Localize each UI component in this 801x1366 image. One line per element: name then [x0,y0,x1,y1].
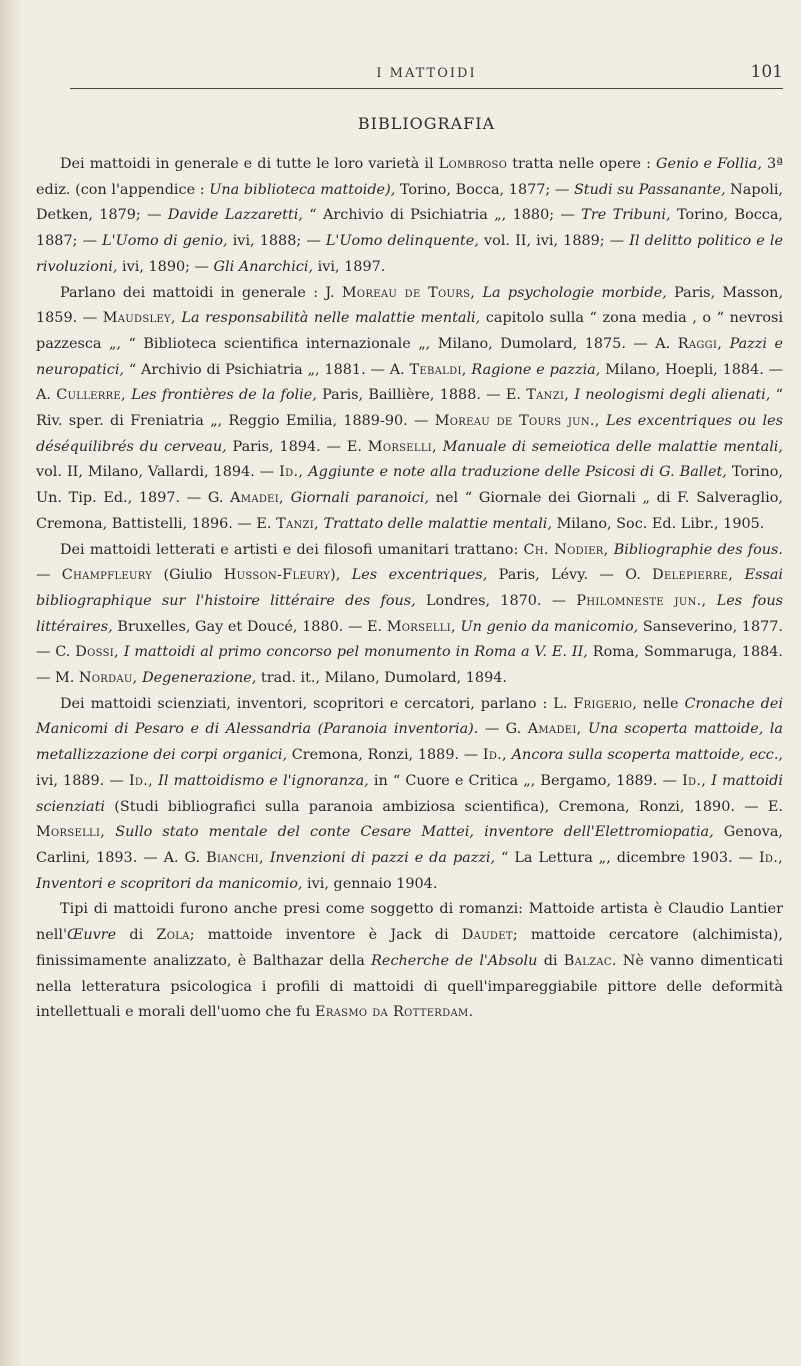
work-title: I neologismi degli alienati, [574,387,771,404]
author-name: Delepierre, [652,567,734,584]
work-title: Les excentriques ou les déséquilibrés du cerveau, [36,413,783,455]
author-name: Lombroso [438,156,508,172]
author-name: Morselli, [386,618,456,635]
author-name: Moreau de Tours jun., [434,413,600,430]
page-number: 101 [750,62,783,82]
work-title: Les excentriques, [351,567,488,584]
author-name: Tanzi, [276,515,319,532]
paragraph-romanzi: Tipi di mattoidi furono anche presi come soggetto di romanzi: Mattoide artista è Claudio Lantier nell'Œuvre di Zola; mattoide inventore è Jack di Daudet; mattoide cercatore (alchimista), finissimamente analizzato, è Balthazar della Recherche de l'Absolu di Balzac. Nè vanno dimenticati nella letteratura psicologica i profili di mattoidi di quell'impareggiabile pittore delle deformità intellettuali e morali dell'uomo che fu Erasmo da Rotterdam. [36,901,783,1021]
work-title: I mattoidi al primo concorso pel monumento in Roma a V. E. II, [123,644,588,661]
work-title: Trattato delle malattie mentali, [323,515,552,532]
work-title: Una scoperta mattoide, la metallizzazione dei corpi organici, [36,721,783,764]
work-title: Cronache dei Manicomi di Pesaro e di Alessandria (Paranoia inventoria). [36,695,783,738]
work-title: Manuale di semeiotica delle malattie mentali, [442,438,783,455]
work-title: Inventori e scopritori da manicomio, [36,875,303,892]
author-name: Id., [279,464,304,481]
work-title: Les frontières de la folie, [131,387,317,404]
work-title: L'Uomo di genio, [102,233,228,250]
author-name: Champfleury [61,567,153,584]
header-rule [70,88,783,89]
author-name: Tebaldi, [409,361,467,378]
work-title: Davide Lazzaretti, [167,207,303,224]
work-title: Genio e Follia, [655,156,762,172]
work-title: Tre Tribuni, [581,207,671,224]
work-title: Recherche de l'Absolu [371,952,538,969]
work-title: Pazzi e neuropatici, [36,335,783,378]
author-name: Amadei, [230,490,284,507]
author-name: Husson-Fleury [223,567,331,584]
author-name: Morselli, [36,824,106,841]
work-title: La responsabilità nelle malattie mentali, [181,310,481,327]
paragraph-scienziati: Dei mattoidi scienziati, inventori, scopritori e cercatori, parlano : L. Frigerio, nelle Cronache dei Manicomi di Pesaro e di Alessandria (Paranoia inventoria). — G. Amadei, Una scoperta mattoide, la metallizzazione dei corpi organici, Cremona, Ronzi, 1889. — Id., Ancora sulla scoperta mattoide, ecc., ivi, 1889. — Id., Il mattoidismo e l'ignoranza, in “ Cuore e Critica „, Bergamo, 1889. — Id., I mattoidi scienziati (Studi bibliografici sulla paranoia ambiziosa scientifica), Cremona, Ronzi, 1890. — E. Morselli, Sullo stato mentale del conte Cesare Mattei, inventore dell'Elettromiopatia, Genova, Carlini, 1893. — A. G. Bianchi, Invenzioni di pazzi e da pazzi, “ La Lettura „, dicembre 1903. — Id., Inventori e scopritori da manicomio, ivi, gennaio 1904. [36,695,784,892]
work-title: Bibliographie des fous. [613,541,784,558]
work-title: Ancora sulla scoperta mattoide, ecc., [511,747,784,764]
work-title: Giornali paranoici, [290,490,430,507]
work-title: Les fous littéraires, [36,592,783,635]
work-title: Degenerazione, [142,670,257,687]
work-title: Invenzioni di pazzi e da pazzi, [269,849,496,866]
author-name: Id., [758,849,783,866]
author-name: Id., [482,747,507,764]
paragraph-letterati: Dei mattoidi letterati e artisti e dei filosofi umanitari trattano: Ch. Nodier, Bibliographie des fous. — Champfleury (Giulio Husson-Fleury), Les excentriques, Paris, Lévy. — O. Delepierre, Essai bibliographique sur l'histoire littéraire des fous, Londres, 1870. — Philomneste jun., Les fous littéraires, Bruxelles, Gay et Doucé, 1880. — E. Morselli, Un genio da manicomio, Sanseverino, 1877. — C. Dossi, I mattoidi al primo concorso pel monumento in Roma a V. E. II, Roma, Sommaruga, 1884. — M. Nordau, Degenerazione, trad. it., Milano, Dumolard, 1894. [36,541,784,687]
page-header [70,52,783,86]
work-title: Il mattoidismo e l'ignoranza, [158,772,369,789]
paragraph-general: Parlano dei mattoidi in generale : J. Moreau de Tours, La psychologie morbide, Paris, Masson, 1859. — Maudsley, La responsabilità nelle malattie mentali, capitolo sulla “ zona media , o “ nevrosi pazzesca „, “ Biblioteca scientifica internazionale „, Milano, Dumolard, 1875. — A. Raggi, Pazzi e neuropatici, “ Archivio di Psichiatria „, 1881. — A. Tebaldi, Ragione e pazzia, Milano, Hoepli, 1884. — A. Cullerre, Les frontières de la folie, Paris, Baillière, 1888. — E. Tanzi, I neologismi degli alienati, “ Riv. sper. di Freniatria „, Reggio Emilia, 1889-90. — Moreau de Tours jun., Les excentriques ou les déséquilibrés du cerveau, Paris, 1894. — E. Morselli, Manuale di semeiotica delle malattie mentali, vol. II, Milano, Vallardi, 1894. — Id., Aggiunte e note alla traduzione delle Psicosi di G. Ballet, Torino, Un. Tip. Ed., 1897. — G. Amadei, Giornali paranoici, nel “ Giornale dei Giornali „ di F. Salveraglio, Cremona, Battistelli, 1896. — E. Tanzi, Trattato delle malattie mentali, Milano, Soc. Ed. Libr., 1905. [36,284,784,532]
author-name: Nordau, [78,670,138,687]
author-name: Amadei, [527,721,582,738]
work-title: Una biblioteca mattoide), [209,181,396,198]
work-title: Ragione e pazzia, [471,361,601,378]
author-name: Cullerre, [56,387,126,404]
work-title: Aggiunte e note alla traduzione delle Psicosi di G. Ballet, [308,464,727,481]
bibliography-text [36,152,783,1026]
work-title: Studi su Passanante, [573,181,726,198]
author-name: Dossi, [75,644,119,661]
author-name: Frigerio, [573,695,638,712]
author-name: Philomneste jun., [576,592,707,609]
author-name: Moreau de Tours, [341,284,476,301]
work-title: La psychologie morbide, [482,284,667,301]
author-name: Tanzi, [526,387,570,404]
author-name: Ch. Nodier, [523,541,609,558]
running-title: I MATTOIDI [376,66,477,81]
work-title: Sullo stato mentale del conte Cesare Mattei, inventore dell'Elettromiopatia, [115,824,714,841]
paragraph-lombroso: Dei mattoidi in generale e di tutte le loro varietà il Lombroso tratta nelle opere : Genio e Follia, 3ª ediz. (con l'appendice : Una biblioteca mattoide), Torino, Bocca, 1877; — Studi su Passanante, Napoli, Detken, 1879; — Davide Lazzaretti, “ Archivio di Psichiatria „, 1880; — Tre Tribuni, Torino, Bocca, 1887; — L'Uomo di genio, ivi, 1888; — L'Uomo delinquente, vol. II, ivi, 1889; — Il delitto politico e le rivoluzioni, ivi, 1890; — Gli Anarchici, ivi, 1897. [36,156,784,275]
section-heading: BIBLIOGRAFIA [357,114,496,133]
work-title: Gli Anarchici, [213,258,314,275]
author-name: Id., [682,772,707,789]
work-title: I mattoidi scienziati [36,772,783,815]
work-title: Un genio da manicomio, [460,618,639,635]
work-title: Œuvre [66,927,117,944]
author-name: Raggi, [677,335,723,352]
author-name: Morselli, [367,438,437,455]
author-name: Erasmo da Rotterdam [315,1004,469,1021]
author-name: Daudet [461,927,513,944]
author-name: Id., [128,772,153,789]
author-name: Bianchi, [206,849,264,866]
work-title: Essai bibliographique sur l'histoire littéraire des fous, [36,567,784,609]
work-title: L'Uomo delinquente, [325,233,479,250]
author-name: Zola [156,927,190,944]
author-name: Balzac [563,952,612,969]
work-title: Il delitto politico e le rivoluzioni, [36,233,784,275]
author-name: Maudsley, [102,310,176,327]
